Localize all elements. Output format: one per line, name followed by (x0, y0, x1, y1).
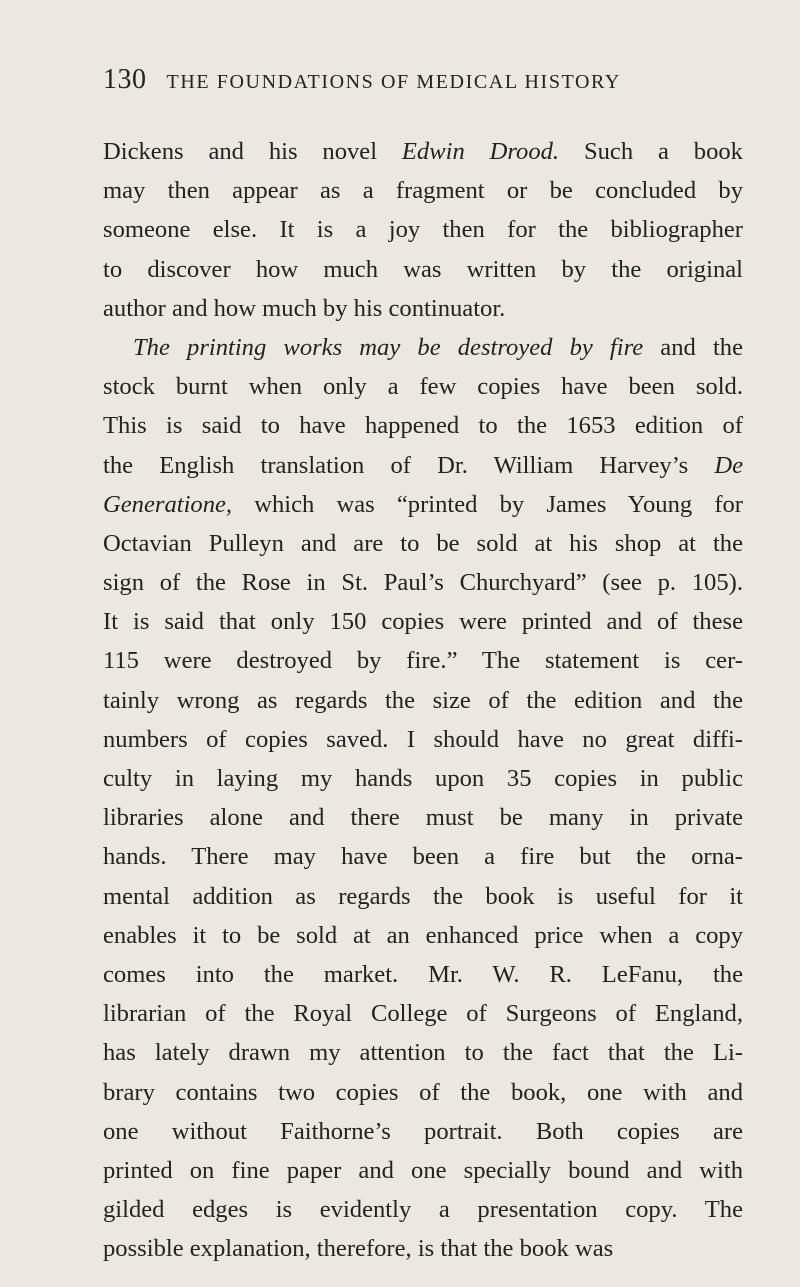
text-segment: 115 were destroyed by fire.” The statement is cer- (103, 647, 743, 675)
text-segment: mental addition as regards the book is useful for it (103, 882, 743, 910)
text-segment: libraries alone and there must be many in private (103, 804, 743, 832)
text-segment: numbers of copies saved. I should have no great diffi- (103, 725, 743, 753)
text-segment: brary contains two copies of the book, one with and (103, 1078, 743, 1106)
text-segment: which was “printed by James Young for (232, 490, 743, 518)
text-segment: enables it to be sold at an enhanced price when a copy (103, 921, 743, 949)
text-segment: possible explanation, therefore, is that the book was (103, 1235, 614, 1263)
text-line (103, 1190, 743, 1229)
text-line (103, 328, 743, 367)
page-header (103, 64, 621, 96)
text-line (103, 641, 743, 680)
text-line (103, 524, 743, 563)
text-segment: author and how much by his continuator. (103, 294, 506, 322)
text-segment: has lately drawn my attention to the fact that the Li- (103, 1039, 743, 1067)
text-segment: Dickens and his novel (103, 138, 402, 165)
text-line (103, 1073, 743, 1112)
italic-text: Generatione, (103, 490, 233, 518)
text-line (103, 210, 743, 249)
text-line (103, 367, 743, 406)
text-segment: Such a book (559, 138, 743, 165)
text-segment: It is said that only 150 copies were printed and of these (103, 608, 743, 636)
text-segment: comes into the market. Mr. W. R. LeFanu, the (103, 960, 743, 988)
text-segment: Octavian Pulleyn and are to be sold at his shop at the (103, 529, 743, 557)
text-segment: the English translation of Dr. William Harvey’s (103, 451, 715, 479)
text-line (103, 1151, 743, 1190)
page-number: 130 (103, 64, 147, 95)
text-segment: hands. There may have been a fire but the orna- (103, 843, 743, 871)
text-line (103, 877, 743, 916)
text-line (103, 289, 743, 328)
text-segment: printed on fine paper and one specially bound and with (103, 1156, 743, 1184)
text-line (103, 720, 743, 759)
italic-text: The printing works may be destroyed by fire (133, 333, 644, 361)
text-line (103, 955, 743, 994)
italic-text: De (714, 451, 743, 479)
text-line (103, 798, 743, 837)
text-line (103, 916, 743, 955)
text-segment: culty in laying my hands upon 35 copies in public (103, 765, 743, 792)
text-segment: librarian of the Royal College of Surgeons of England, (103, 1000, 743, 1028)
text-line (103, 759, 743, 798)
text-line (103, 446, 743, 485)
text-line (103, 1112, 743, 1151)
text-line (103, 171, 743, 210)
text-segment: someone else. It is a joy then for the bibliographer (103, 216, 743, 244)
text-segment: stock burnt when only a few copies have been sold. (103, 373, 743, 401)
text-segment: tainly wrong as regards the size of the edition and the (103, 686, 743, 714)
text-segment: may then appear as a fragment or be concluded by (103, 177, 743, 205)
text-line (103, 563, 743, 602)
text-line (103, 1229, 743, 1268)
text-line (103, 681, 743, 720)
text-segment: sign of the Rose in St. Paul’s Churchyard” (see p. 105). (103, 569, 743, 597)
text-line (103, 837, 743, 876)
text-line (103, 602, 743, 641)
body-text (103, 132, 743, 1268)
text-segment: and the (643, 333, 743, 361)
text-line (103, 994, 743, 1033)
text-segment: to discover how much was written by the original (103, 255, 743, 283)
running-head: THE FOUNDATIONS OF MEDICAL HISTORY (166, 71, 621, 93)
text-line (103, 485, 743, 524)
text-line (103, 250, 743, 289)
text-line (103, 132, 743, 171)
text-line (103, 406, 743, 445)
text-segment: gilded edges is evidently a presentation copy. The (103, 1196, 743, 1224)
text-segment: one without Faithorne’s portrait. Both copies are (103, 1117, 743, 1145)
italic-text: Edwin Drood. (401, 138, 560, 165)
text-segment: This is said to have happened to the 1653 edition of (103, 412, 743, 440)
text-line (103, 1033, 743, 1072)
